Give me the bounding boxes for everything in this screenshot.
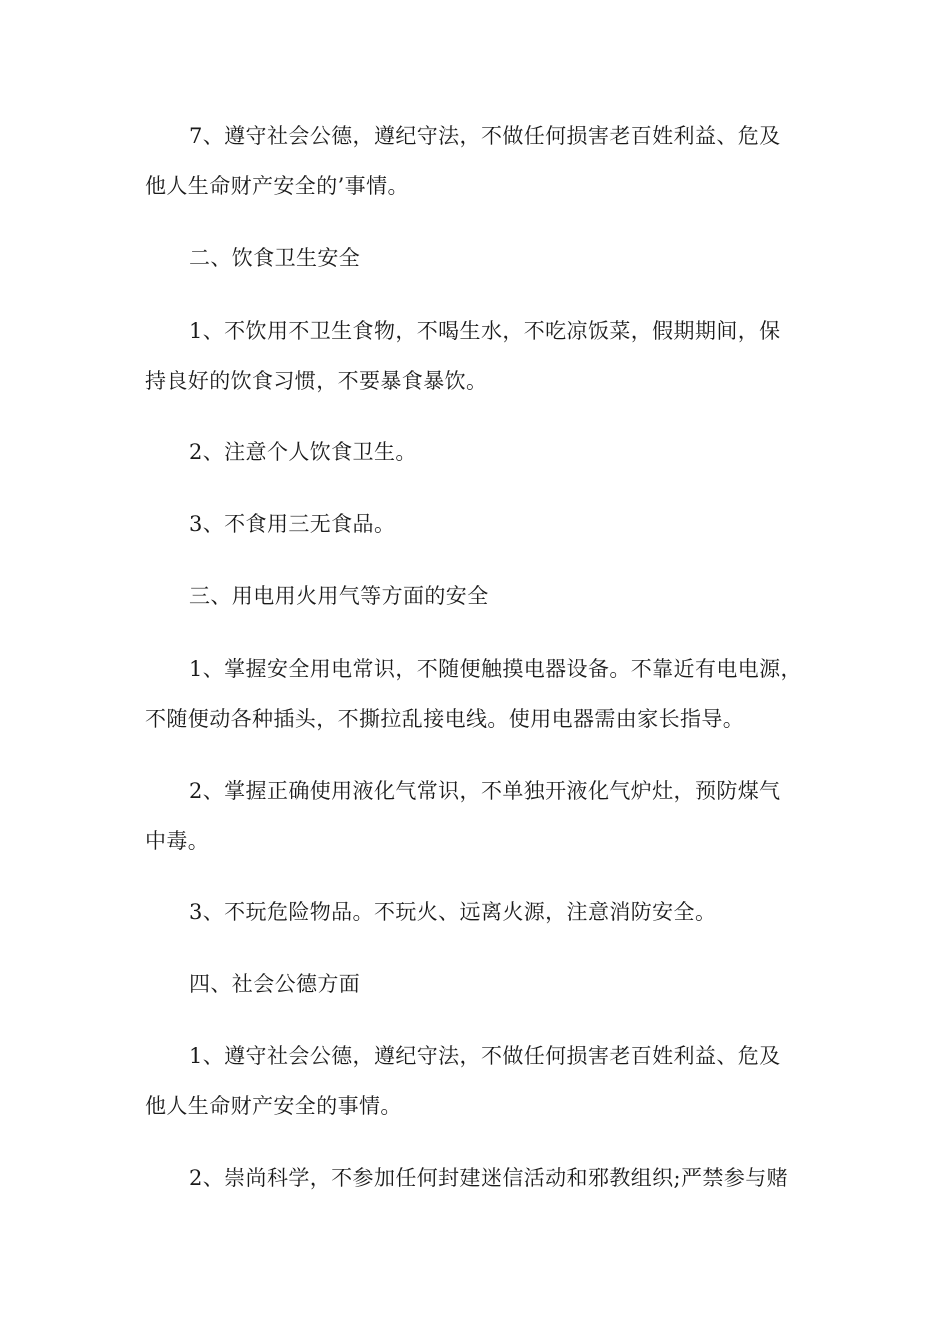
paragraph-3-line-2: 持良好的饮食习惯，不要暴食暴饮。	[145, 369, 488, 393]
paragraph-11-line-2: 他人生命财产安全的事情。	[145, 1094, 402, 1118]
paragraph-11-line-1: 1、遵守社会公德，遵纪守法，不做任何损害老百姓利益、危及	[189, 1044, 781, 1068]
paragraph-4: 2、注意个人饮食卫生。	[189, 440, 417, 464]
section-heading-2: 二、饮食卫生安全	[189, 246, 361, 270]
section-heading-4: 四、社会公德方面	[189, 972, 361, 996]
paragraph-7-line-1: 1、掌握安全用电常识，不随便触摸电器设备。不靠近有电电源，	[189, 657, 802, 681]
paragraph-3-line-1: 1、不饮用不卫生食物，不喝生水，不吃凉饭菜，假期期间，保	[189, 319, 781, 343]
paragraph-1-line-2: 他人生命财产安全的’事情。	[145, 174, 409, 198]
paragraph-8-line-2: 中毒。	[145, 829, 210, 853]
paragraph-12-line-1: 2、崇尚科学，不参加任何封建迷信活动和邪教组织;严禁参与赌	[189, 1166, 789, 1190]
paragraph-5: 3、不食用三无食品。	[189, 512, 396, 536]
paragraph-7-line-2: 不随便动各种插头，不撕拉乱接电线。使用电器需由家长指导。	[145, 707, 745, 731]
paragraph-8-line-1: 2、掌握正确使用液化气常识，不单独开液化气炉灶，预防煤气	[189, 779, 781, 803]
section-heading-3: 三、用电用火用气等方面的安全	[189, 584, 489, 608]
paragraph-1-line-1: 7、遵守社会公德，遵纪守法，不做任何损害老百姓利益、危及	[189, 124, 781, 148]
paragraph-9: 3、不玩危险物品。不玩火、远离火源，注意消防安全。	[189, 900, 717, 924]
